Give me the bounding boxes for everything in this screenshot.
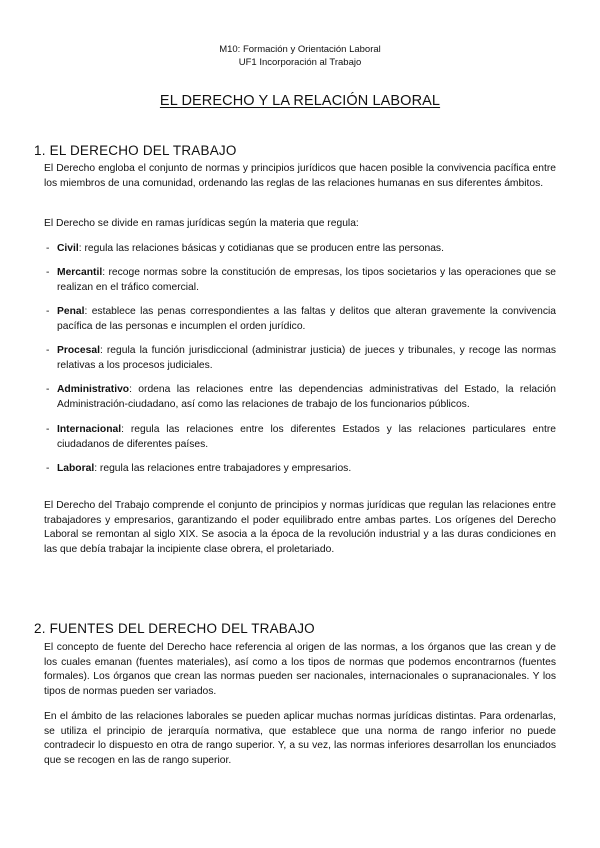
header-unit: UF1 Incorporación al Trabajo [238, 57, 362, 68]
section-1-divides: El Derecho se divide en ramas jurídicas según la materia que regula: [44, 218, 359, 229]
section-1-intro: El Derecho engloba el conjunto de normas y principios jurídicos que hacen posible la convivencia pacífica entre los miembros de una comunidad, ordenando las reglas de las relaciones humanas en sus diferentes ámbitos. [44, 163, 556, 189]
branch-text: : ordena las relaciones entre las dependencias administrativas del Estado, la relación Administración-ciudadano, así como las relaciones de trabajo de los funcionarios públicos. [57, 384, 556, 410]
branch-text: : regula las relaciones básicas y cotidianas que se producen entre las personas. [78, 243, 444, 254]
branch-text: : regula las relaciones entre los diferentes Estados y las relaciones particulares entre ciudadanos de diferentes países. [57, 424, 556, 450]
section-2-paragraph-1: El concepto de fuente del Derecho hace referencia al origen de las normas, a los órganos que las crean y de los cuales emanan (fuentes materiales), así como a los tipos de normas que podemos encontrarnos (fuentes formales). Los órganos que crean las normas pueden ser nacionales, internacionales o supranacionales. Y los tipos de normas pueden ser variados. [44, 642, 556, 697]
branch-item-penal: - Penal: establece las penas correspondientes a las faltas y delitos que alteran gravemente la convivencia pacífica de las personas e incumplen el orden jurídico. [46, 306, 556, 332]
branch-term: Mercantil [57, 267, 103, 278]
branch-term: Procesal [57, 345, 100, 356]
branch-text: : regula la función jurisdiccional (administrar justicia) de jueces y tribunales, y recoge las normas relativas a los procesos judiciales. [57, 345, 556, 371]
branch-item-procesal: - Procesal: regula la función jurisdiccional (administrar justicia) de jueces y tribunales, y recoge las normas relativas a los procesos judiciales. [46, 345, 556, 371]
section-2-paragraph-2: En el ámbito de las relaciones laborales se pueden aplicar muchas normas jurídicas distintas. Para ordenarlas, se utiliza el principio de jerarquía normativa, que establece que una norma de rango inferior no puede contradecir lo dispuesto en otra de rango superior. Y, a su vez, las normas inferiores desarrollan los enunciados que se recogen en las de rango superior. [44, 711, 556, 766]
branch-term: Internacional [57, 424, 122, 435]
branch-item-civil: - Civil: regula las relaciones básicas y cotidianas que se producen entre las personas. [46, 243, 444, 254]
branch-term: Civil [57, 243, 79, 254]
branch-item-internacional: - Internacional: regula las relaciones entre los diferentes Estados y las relaciones particulares entre ciudadanos de diferentes países. [46, 424, 556, 450]
branch-text: : regula las relaciones entre trabajadores y empresarios. [94, 463, 352, 474]
branch-term: Laboral [57, 463, 95, 474]
branch-text: : establece las penas correspondientes a las faltas y delitos que alteran gravemente la convivencia pacífica de las personas e incumplen el orden jurídico. [57, 306, 556, 332]
header-module: M10: Formación y Orientación Laboral [219, 44, 381, 55]
branch-item-administrativo: - Administrativo: ordena las relaciones entre las dependencias administrativas del Estado, la relación Administración-ciudadano, así como las relaciones de trabajo de los funcionarios públicos. [46, 384, 556, 410]
branch-term: Penal [57, 306, 85, 317]
document-title-text: EL DERECHO Y LA RELACIÓN LABORAL [159, 93, 441, 109]
section-2-heading: 2. FUENTES DEL DERECHO DEL TRABAJO [34, 621, 315, 636]
branch-item-mercantil: - Mercantil: recoge normas sobre la constitución de empresas, los tipos societarios y las operaciones que se realizan en el tráfico comercial. [46, 267, 556, 293]
branch-text: : recoge normas sobre la constitución de empresas, los tipos societarios y las operaciones que se realizan en el tráfico comercial. [57, 267, 556, 293]
branch-term: Administrativo [57, 384, 130, 395]
branch-item-laboral: - Laboral: regula las relaciones entre trabajadores y empresarios. [46, 463, 352, 474]
document-header [0, 43, 600, 69]
document-title [0, 93, 600, 109]
section-1-heading: 1. EL DERECHO DEL TRABAJO [34, 143, 237, 158]
section-1-closing: El Derecho del Trabajo comprende el conjunto de principios y normas jurídicas que regulan las relaciones entre trabajadores y empresarios, garantizando el poder equilibrado entre ambas partes. Los orígenes del Derecho Laboral se remontan al siglo XIX. Se asocia a la época de la revolución industrial y a las duras condiciones en las que debía trabajar la incipiente clase obrera, el proletariado. [44, 500, 556, 555]
